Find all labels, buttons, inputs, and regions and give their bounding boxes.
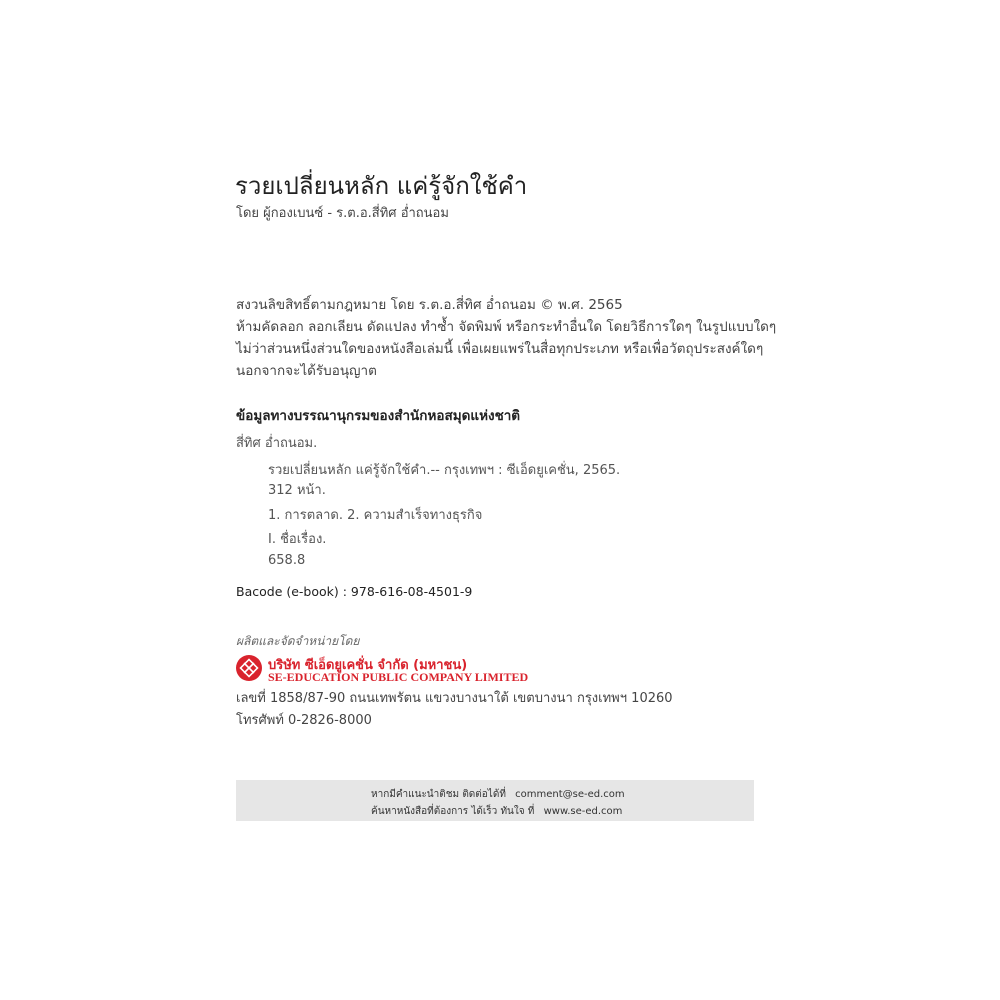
feedback-label: หากมีคำแนะนำติชม ติดต่อได้ที่: [371, 789, 506, 800]
cip-title-line: รวยเปลี่ยนหลัก แค่รู้จักใช้คำ.-- กรุงเทพฯ : ซีเอ็ดยูเคชั่น, 2565.: [268, 463, 621, 478]
isbn: Bacode (e-book) : 978-616-08-4501-9: [236, 584, 473, 599]
cip-heading: ข้อมูลทางบรรณานุกรมของสำนักหอสมุดแห่งชาติ: [236, 408, 521, 424]
cip-classification: 658.8: [268, 553, 306, 568]
company-name-english: SE-EDUCATION PUBLIC COMPANY LIMITED: [268, 670, 529, 684]
contact-footer-box: [236, 780, 754, 821]
phone-line: โทรศัพท์ 0-2826-8000: [236, 713, 372, 728]
website-line: [371, 804, 622, 819]
copyright-line: ไม่ว่าส่วนหนึ่งส่วนใดของหนังสือเล่มนี้ เพื่อเผยแพร่ในสื่อทุกประเภท หรือเพื่อวัตถุประสงค์ใดๆ: [236, 341, 764, 357]
copyright-line: สงวนลิขสิทธิ์ตามกฎหมาย โดย ร.ต.อ.สี่ทิศ อ่ำถนอม © พ.ศ. 2565: [236, 297, 623, 313]
cip-pages: 312 หน้า.: [268, 483, 326, 498]
company-name-thai: บริษัท ซีเอ็ดยูเคชั่น จำกัด (มหาชน): [268, 658, 468, 673]
author-byline: โดย ผู้กองเบนซ์ - ร.ต.อ.สี่ทิศ อ่ำถนอม: [236, 206, 449, 221]
feedback-email-link[interactable]: comment@se-ed.com: [515, 789, 625, 800]
website-link[interactable]: www.se-ed.com: [543, 806, 623, 817]
book-title: รวยเปลี่ยนหลัก แค่รู้จักใช้คำ: [235, 172, 528, 200]
website-label: ค้นหาหนังสือที่ต้องการ ได้เร็ว ทันใจ ที่: [371, 806, 535, 817]
cip-subjects: 1. การตลาด. 2. ความสำเร็จทางธุรกิจ: [268, 508, 483, 523]
address-line: เลขที่ 1858/87-90 ถนนเทพรัตน แขวงบางนาใต้ เขตบางนา กรุงเทพฯ 10260: [236, 691, 673, 706]
cip-author: สี่ทิศ อ่ำถนอม.: [236, 436, 318, 451]
feedback-line: [371, 787, 625, 802]
cip-title-entry: I. ชื่อเรื่อง.: [268, 532, 327, 547]
company-address: [236, 688, 673, 732]
produced-by-label: ผลิตและจัดจำหน่ายโดย: [236, 634, 360, 648]
copyright-notice: [236, 294, 776, 382]
copyright-line: นอกจากจะได้รับอนุญาต: [236, 363, 377, 379]
copyright-line: ห้ามคัดลอก ลอกเลียน ดัดแปลง ทำซ้ำ จัดพิมพ์ หรือกระทำอื่นใด โดยวิธีการใดๆ ในรูปแบบใดๆ: [236, 319, 777, 335]
se-ed-logo-icon: [236, 655, 262, 681]
